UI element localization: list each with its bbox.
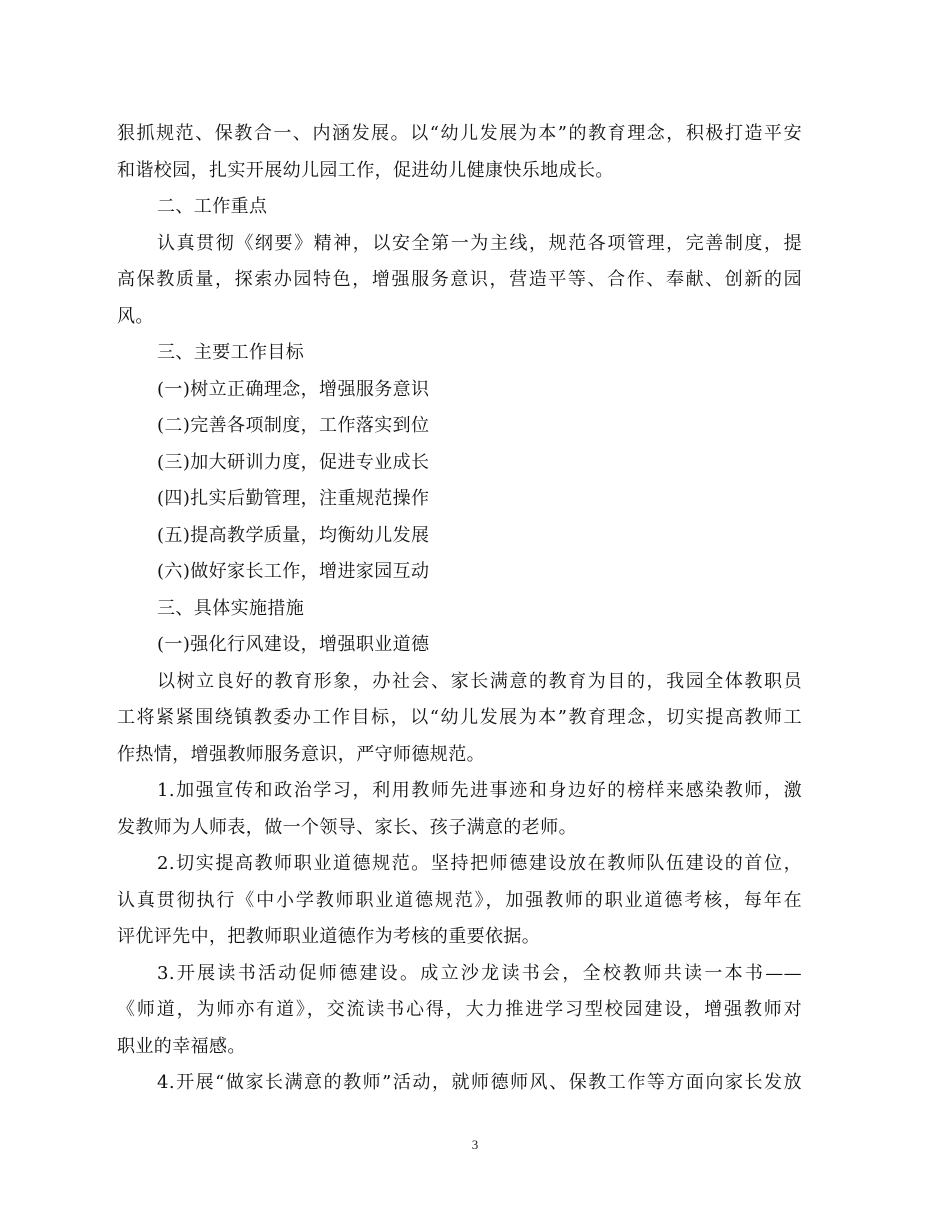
text-line: (一)树立正确理念，增强服务意识 bbox=[157, 378, 430, 400]
text-line: 认真贯彻执行《中小学教师职业道德规范》，加强教师的职业道德考核，每年在 bbox=[117, 889, 802, 911]
text-line: 职业的幸福感。 bbox=[117, 1035, 246, 1057]
text-line: 作热情，增强教师服务意识，严守师德规范。 bbox=[117, 743, 485, 765]
text-line: 二、工作重点 bbox=[157, 196, 268, 217]
text-line: 狠抓规范、保教合一、内涵发展。以“幼儿发展为本”的教育理念，积极打造平安 bbox=[117, 123, 802, 144]
text-line: 2.切实提高教师职业道德规范。坚持把师德建设放在教师队伍建设的首位， bbox=[157, 853, 802, 874]
text-line: (五)提高教学质量，均衡幼儿发展 bbox=[157, 524, 430, 546]
text-line: 风。 bbox=[117, 305, 154, 327]
text-line: 工将紧紧围绕镇教委办工作目标，以“幼儿发展为本”教育理念，切实提高教师工 bbox=[117, 707, 802, 728]
text-line: 1.加强宣传和政治学习，利用教师先进事迹和身边好的榜样来感染教师，激 bbox=[157, 780, 802, 801]
text-line: 和谐校园，扎实开展幼儿园工作，促进幼儿健康快乐地成长。 bbox=[117, 159, 614, 181]
text-line: 三、主要工作目标 bbox=[157, 342, 305, 363]
text-line: 3.开展读书活动促师德建设。成立沙龙读书会，全校教师共读一本书—— bbox=[157, 962, 802, 984]
text-line: 认真贯彻《纲要》精神，以安全第一为主线，规范各项管理，完善制度，提 bbox=[157, 232, 802, 254]
text-line: (一)强化行风建设，增强职业道德 bbox=[157, 634, 430, 655]
text-line: (三)加大研训力度，促进专业成长 bbox=[157, 451, 430, 473]
text-line: 评优评先中，把教师职业道德作为考核的重要依据。 bbox=[117, 926, 541, 947]
document-body bbox=[117, 116, 802, 1102]
text-line: (六)做好家长工作，增进家园互动 bbox=[157, 561, 430, 582]
text-line: (四)扎实后勤管理，注重规范操作 bbox=[157, 488, 430, 509]
text-line: 以树立良好的教育形象，办社会、家长满意的教育为目的，我园全体教职员 bbox=[157, 670, 802, 692]
text-line: 发教师为人师表，做一个领导、家长、孩子满意的老师。 bbox=[117, 816, 577, 838]
text-line: 高保教质量，探索办园特色，增强服务意识，营造平等、合作、奉献、创新的园 bbox=[117, 269, 802, 290]
text-line: 《师道，为师亦有道》，交流读书心得，大力推进学习型校园建设，增强教师对 bbox=[117, 999, 802, 1020]
text-line: 三、具体实施措施 bbox=[157, 597, 305, 619]
text-line: (二)完善各项制度，工作落实到位 bbox=[157, 415, 430, 436]
text-line: 4.开展“做家长满意的教师”活动，就师德师风、保教工作等方面向家长发放 bbox=[157, 1072, 802, 1093]
page-number: 3 bbox=[471, 1137, 479, 1152]
